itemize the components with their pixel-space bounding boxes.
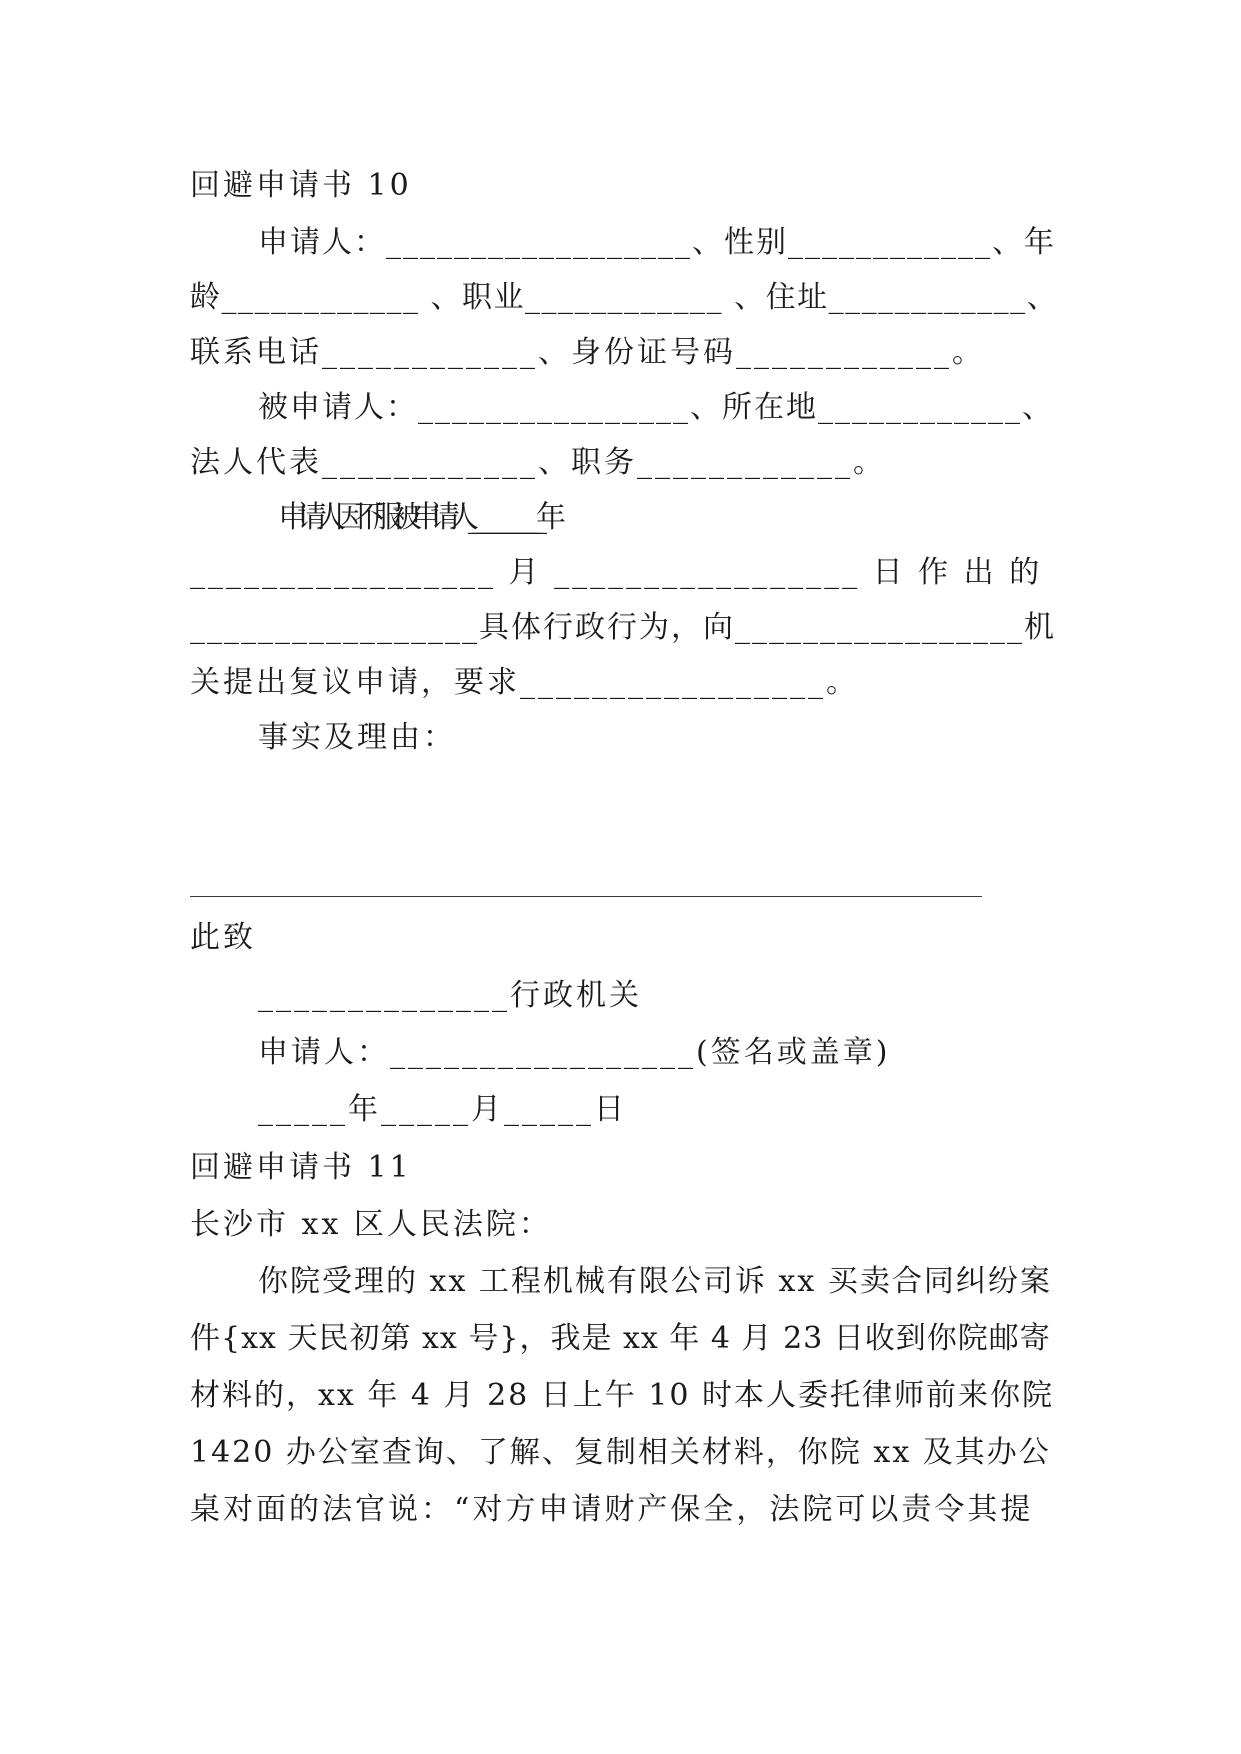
doc10-facts-blank-rule	[190, 896, 982, 897]
doc11-body-line-1: 你院受理的 xx 工程机械有限公司诉 xx 买卖合同纠纷案	[258, 1264, 1052, 1299]
doc10-facts-heading: 事实及理由：	[258, 720, 456, 755]
doc11-body-line-5: 桌对面的法官说：“对方申请财产保全，法院可以责令其提	[190, 1492, 1034, 1527]
doc10-petition-line-4: 关提出复议申请，要求_________________。	[190, 665, 859, 700]
doc10-respondent-line: 被申请人：________________、所在地____________、	[258, 390, 1054, 425]
doc10-applicant-line: 申请人：__________________、性别____________、年	[258, 225, 1056, 260]
doc10-petition-line-1: 申请人因不服被申请人_________________年	[278, 500, 555, 535]
doc10-recipient-line: ______________行政机关	[258, 978, 642, 1013]
doc11-body-line-4: 1420 办公室查询、了解、复制相关材料，你院 xx 及其办公	[190, 1435, 1051, 1470]
doc10-date-line: _____年_____月_____日	[258, 1092, 627, 1127]
doc10-title: 回避申请书 10	[190, 168, 412, 203]
doc10-age-occupation-line: 龄____________ 、职业____________ 、住址____________、	[190, 280, 1059, 315]
doc10-petition-line-3: _________________具体行政行为，向_________________机	[190, 610, 1056, 645]
doc10-closing: 此致	[190, 920, 256, 955]
doc10-contact-line: 联系电话____________、身份证号码____________。	[190, 335, 985, 370]
doc11-addressee: 长沙市 xx 区人民法院：	[190, 1207, 552, 1242]
doc11-body-line-2: 件{xx 天民初第 xx 号}，我是 xx 年 4 月 23 日收到你院邮寄	[190, 1321, 1051, 1356]
doc11-title: 回避申请书 11	[190, 1150, 412, 1185]
doc10-petition-line-2: _________________ 月 _________________ 日 作 出 的	[190, 555, 1043, 590]
doc11-body-line-3: 材料的，xx 年 4 月 28 日上午 10 时本人委托律师前来你院	[190, 1378, 1055, 1413]
doc10-signature-line: 申请人：_________________(签名或盖章)	[258, 1035, 891, 1070]
doc10-legal-rep-line: 法人代表____________、职务____________。	[190, 445, 886, 480]
